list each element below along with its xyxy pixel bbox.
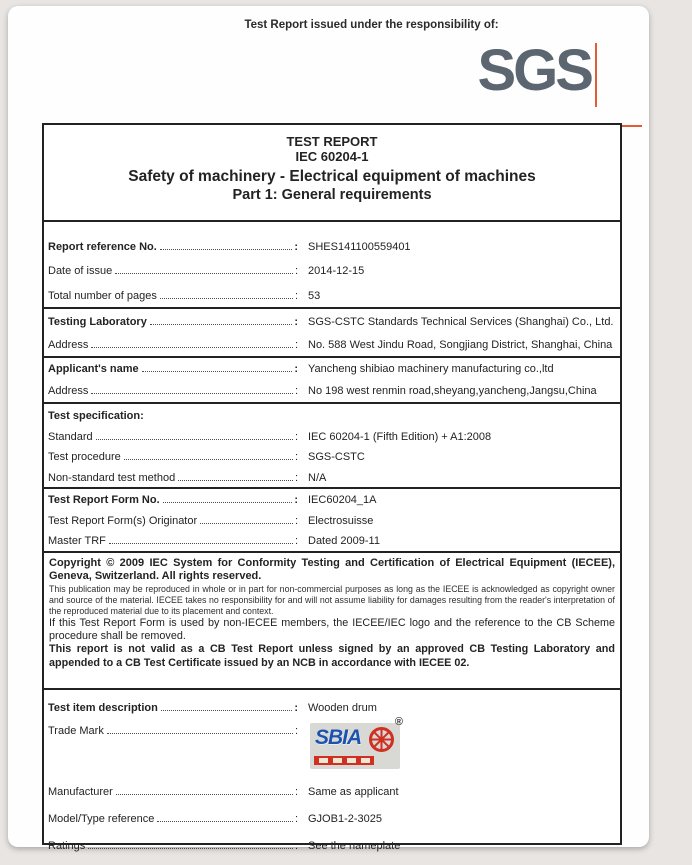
dotted-leader <box>160 298 293 299</box>
table-row-date-of-issue: Date of issue : 2014-12-15 <box>48 265 365 278</box>
section-applicant <box>44 356 620 402</box>
table-row-total-pages: Total number of pages : 53 <box>48 289 321 302</box>
row-label: Applicant's name <box>48 363 139 375</box>
sgs-logo-text: SGS <box>477 38 591 103</box>
dotted-leader <box>161 710 293 711</box>
registered-trademark-icon: ® <box>394 716 403 728</box>
section-copyright <box>44 551 620 688</box>
row-value: No. 588 West Jindu Road, Songjiang District, Shanghai, China <box>308 338 613 351</box>
table-row-test-item-description: Test item description : Wooden drum <box>48 701 377 714</box>
row-label: Address <box>48 385 89 397</box>
title-block <box>44 125 620 220</box>
table-row-test-procedure: Test procedure : SGS-CSTC <box>48 451 365 464</box>
row-value: SGS-CSTC <box>308 451 365 464</box>
copyright-non-iecee-note: If this Test Report Form is used by non-IECEE members, the IECEE/IEC logo and the reference to the CB Scheme procedure shall be removed. <box>49 617 615 643</box>
table-row-model-type: Model/Type reference : GJOB1-2-3025 <box>48 812 382 825</box>
dotted-leader <box>115 273 293 274</box>
table-row-standard: Standard : IEC 60204-1 (Fifth Edition) + A1:2008 <box>48 431 492 444</box>
row-value: N/A <box>308 471 327 484</box>
row-label: Test procedure <box>48 451 121 464</box>
dotted-leader <box>150 324 293 325</box>
table-row-applicant-name: Applicant's name : Yancheng shibiao machinery manufacturing co.,ltd <box>48 363 554 375</box>
dotted-leader <box>178 480 293 481</box>
row-value: Same as applicant <box>308 785 399 798</box>
dotted-leader <box>91 347 293 348</box>
issued-note: Test Report issued under the responsibility of: <box>244 19 499 31</box>
dotted-leader <box>109 543 293 544</box>
row-label: Standard <box>48 431 93 444</box>
row-label: Non-standard test method <box>48 471 176 484</box>
trademark-banner <box>314 756 374 765</box>
row-value: GJOB1-2-3025 <box>308 812 382 825</box>
report-table <box>42 123 622 852</box>
table-row-form-originator: Test Report Form(s) Originator : Electrosuisse <box>48 514 374 527</box>
row-value: Electrosuisse <box>308 514 374 527</box>
table-row-report-reference: Report reference No. : SHES141100559401 <box>48 241 411 254</box>
row-value: 2014-12-15 <box>308 265 365 278</box>
row-value: 53 <box>308 289 321 302</box>
row-label: Trade Mark <box>48 725 104 737</box>
section-test-specification <box>44 402 620 487</box>
sgs-logo <box>448 38 649 112</box>
table-row-form-no: Test Report Form No. : IEC60204_1A <box>48 494 377 507</box>
section-test-report-form <box>44 487 620 551</box>
row-label: Testing Laboratory <box>48 315 147 328</box>
dotted-leader <box>96 439 293 440</box>
standard-number: IEC 60204-1 <box>295 149 369 165</box>
row-label: Date of issue <box>48 265 113 278</box>
dotted-leader <box>142 371 293 372</box>
row-label: Test Report Form(s) Originator <box>48 514 198 527</box>
dotted-leader <box>124 459 293 460</box>
dotted-leader <box>157 821 293 822</box>
table-row-ratings: Ratings : See the nameplate <box>48 839 401 852</box>
dotted-leader <box>91 393 293 394</box>
section-header-label: Test specification: <box>48 410 144 422</box>
table-row-applicant-address: Address : No 198 west renmin road,sheyang,yancheng,Jangsu,China <box>48 385 597 397</box>
row-label: Manufacturer <box>48 785 113 798</box>
row-value: Wooden drum <box>308 701 377 714</box>
drum-wheel-icon <box>368 726 395 753</box>
row-value: IEC 60204-1 (Fifth Edition) + A1:2008 <box>308 431 492 444</box>
row-label: Test item description <box>48 701 158 714</box>
row-value: Yancheng shibiao machinery manufacturing co.,ltd <box>308 363 554 375</box>
row-label: Model/Type reference <box>48 812 155 825</box>
row-label: Total number of pages <box>48 289 157 302</box>
table-row-non-standard-method: Non-standard test method : N/A <box>48 471 327 484</box>
row-label: Ratings <box>48 839 86 852</box>
table-row-spec-header <box>44 405 620 427</box>
section-testing-laboratory <box>44 307 620 356</box>
row-value: SHES141100559401 <box>308 241 411 254</box>
sbiao-trademark-logo <box>310 716 403 769</box>
copyright-smallprint: This publication may be reproduced in whole or in part for non-commercial purposes as long as the IECEE is acknowledged as copyright owner and source of the material. IECEE takes no responsibility for and will not assume liability for damages resulting from the reader's interpretation of the reproduced material due to its placement and context. <box>49 583 615 617</box>
row-value: No 198 west renmin road,sheyang,yancheng,Jangsu,China <box>308 385 597 397</box>
table-row-lab-address: Address : No. 588 West Jindu Road, Songjiang District, Shanghai, China <box>48 338 613 351</box>
row-label: Test Report Form No. <box>48 494 160 507</box>
row-value: See the nameplate <box>308 839 401 852</box>
dotted-leader <box>107 733 293 734</box>
row-value: SGS-CSTC Standards Technical Services (Shanghai) Co., Ltd. <box>308 315 614 328</box>
row-label: Master TRF <box>48 535 106 548</box>
table-row-manufacturer: Manufacturer : Same as applicant <box>48 785 399 798</box>
section-test-item <box>44 688 620 859</box>
dotted-leader <box>160 249 293 250</box>
dotted-leader <box>116 794 293 795</box>
section-report-meta <box>44 220 620 307</box>
report-title: TEST REPORT <box>286 134 378 149</box>
row-label: Report reference No. <box>48 241 157 254</box>
table-row-trade-mark: Trade Mark : SBIA ® <box>44 721 620 778</box>
report-page <box>8 6 649 852</box>
standard-name: Safety of machinery - Electrical equipment of machines <box>128 167 536 185</box>
copyright-validity-note: This report is not valid as a CB Test Report unless signed by an approved CB Testing Laboratory and appended to a CB Test Certificate issued by an NCB in accordance with IECEE 02. <box>49 643 615 670</box>
dotted-leader <box>88 848 293 849</box>
sgs-crosshair-vertical <box>595 43 597 107</box>
row-value: Dated 2009-11 <box>308 535 380 548</box>
dotted-leader <box>200 523 293 524</box>
trademark-text: SBIA <box>315 726 362 749</box>
copyright-notice: Copyright © 2009 IEC System for Conformity Testing and Certification of Electrical Equipment (IECEE), Geneva, Switzerland. All rights reserved. <box>49 557 615 583</box>
row-value: IEC60204_1A <box>308 494 377 507</box>
table-row-testing-laboratory: Testing Laboratory : SGS-CSTC Standards Technical Services (Shanghai) Co., Ltd. <box>48 315 614 328</box>
standard-part: Part 1: General requirements <box>232 187 432 204</box>
table-row-master-trf: Master TRF : Dated 2009-11 <box>48 535 380 548</box>
dotted-leader <box>163 502 293 503</box>
row-label: Address <box>48 338 89 351</box>
